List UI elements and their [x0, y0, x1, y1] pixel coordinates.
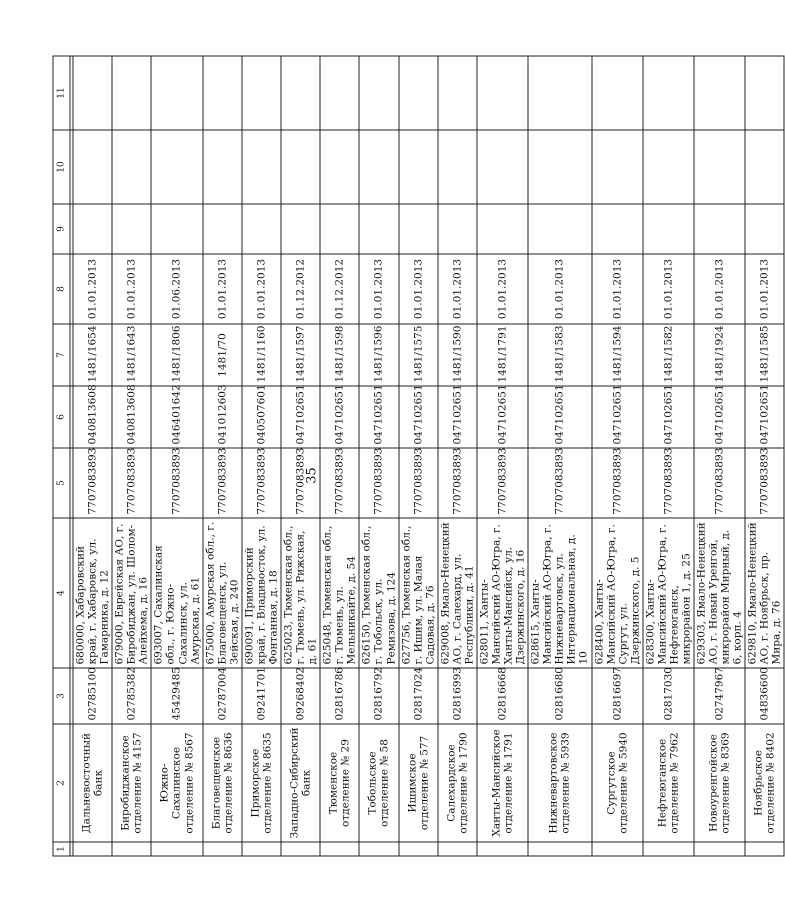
cell-col-1: [281, 842, 320, 856]
cell-c5: 7707083893: [359, 448, 398, 518]
cell-col-1: [477, 842, 528, 856]
cell-c7: 1481/1590: [438, 324, 477, 386]
cell-c3: 09268402: [281, 668, 320, 724]
table-row: [643, 56, 694, 856]
cell-c5: 7707083893: [320, 448, 359, 518]
cell-col-10: [242, 130, 281, 204]
cell-c8: 01.01.2013: [643, 254, 694, 324]
cell-col-9: [359, 204, 398, 254]
cell-c2: Биробиджанское отделение № 4157: [112, 724, 151, 842]
cell-c3: 04836600: [745, 668, 784, 724]
cell-c4: 628400, Ханты-Мансийский АО-Югра, г. Сургут, ул. Дзержинского, д. 5: [592, 518, 643, 668]
col-header-11: 11: [53, 56, 70, 130]
cell-col-1: [112, 842, 151, 856]
cell-col-11: [151, 56, 202, 130]
cell-c6: 047102651: [359, 386, 398, 448]
cell-c6: 047102651: [528, 386, 591, 448]
cell-c4: 626150, Тюменская обл., г. Тобольск, ул. Ремизова, д. 124: [359, 518, 398, 668]
cell-col-9: [643, 204, 694, 254]
cell-c5: 7707083893: [694, 448, 745, 518]
cell-c2: Ханты-Мансийское отделение № 1791: [477, 724, 528, 842]
cell-col-9: [399, 204, 438, 254]
cell-c5: 7707083893: [281, 448, 320, 518]
cell-c3: 02816668: [477, 668, 528, 724]
cell-c4: 629810, Ямало-Ненецкий АО, г. Ноябрьск, пр. Мира, д. 76: [745, 518, 784, 668]
cell-col-11: [399, 56, 438, 130]
cell-col-9: [592, 204, 643, 254]
cell-c8: 01.01.2013: [477, 254, 528, 324]
cell-col-1: [359, 842, 398, 856]
cell-col-9: [438, 204, 477, 254]
cell-col-1: [745, 842, 784, 856]
cell-col-10: [745, 130, 784, 204]
cell-c8: 01.01.2013: [528, 254, 591, 324]
cell-c7: 1481/70: [203, 324, 242, 386]
cell-col-11: [242, 56, 281, 130]
cell-c7: 1481/1806: [151, 324, 202, 386]
cell-c3: 02816993: [438, 668, 477, 724]
cell-c5: 7707083893: [203, 448, 242, 518]
cell-col-11: [592, 56, 643, 130]
cell-col-10: [694, 130, 745, 204]
cell-col-10: [151, 130, 202, 204]
registry-table-wrapper: [53, 57, 783, 857]
cell-c5: 7707083893: [745, 448, 784, 518]
cell-col-11: [528, 56, 591, 130]
cell-c3: 02817030: [643, 668, 694, 724]
cell-c8: 01.01.2013: [745, 254, 784, 324]
cell-c6: 047102651: [281, 386, 320, 448]
table-row: [320, 56, 359, 856]
table-body: [70, 56, 784, 856]
cell-c8: 01.01.2013: [399, 254, 438, 324]
cell-c8: 01.01.2013: [242, 254, 281, 324]
table-row: [438, 56, 477, 856]
cell-c7: 1481/1585: [745, 324, 784, 386]
cell-col-10: [399, 130, 438, 204]
cell-c3: 02787004: [203, 668, 242, 724]
cell-col-11: [359, 56, 398, 130]
col-header-6: 6: [53, 386, 70, 448]
cell-c6: 046401642: [151, 386, 202, 448]
cell-c6: 040507601: [242, 386, 281, 448]
cell-c2: Новоуренгойское отделение № 8369: [694, 724, 745, 842]
cell-c2: Нефтеюганское отделение № 7962: [643, 724, 694, 842]
cell-c8: 01.01.2013: [73, 254, 112, 324]
cell-col-10: [73, 130, 112, 204]
cell-c6: 047102651: [399, 386, 438, 448]
cell-col-11: [203, 56, 242, 130]
cell-col-10: [203, 130, 242, 204]
cell-col-9: [281, 204, 320, 254]
cell-c6: 040813608: [112, 386, 151, 448]
cell-c8: 01.01.2013: [438, 254, 477, 324]
cell-col-11: [745, 56, 784, 130]
cell-c7: 1481/1598: [320, 324, 359, 386]
cell-col-1: [592, 842, 643, 856]
cell-c4: 628615, Ханты-Мансийский АО-Югра, г. Нижневартовск, ул. Интернациональная, д. 10: [528, 518, 591, 668]
col-header-5: 5: [53, 448, 70, 518]
col-header-4: 4: [53, 518, 70, 668]
col-header-2: 2: [53, 724, 70, 842]
cell-c6: 047102651: [694, 386, 745, 448]
cell-c7: 1481/1597: [281, 324, 320, 386]
cell-col-10: [320, 130, 359, 204]
cell-c3: 02785100: [73, 668, 112, 724]
col-header-10: 10: [53, 130, 70, 204]
cell-col-10: [359, 130, 398, 204]
cell-c5: 7707083893: [242, 448, 281, 518]
cell-col-1: [151, 842, 202, 856]
cell-col-11: [73, 56, 112, 130]
cell-c4: 625048, Тюменская обл., г. Тюмень, ул. Мельникайте, д. 54: [320, 518, 359, 668]
cell-c3: 45429485: [151, 668, 202, 724]
cell-col-11: [320, 56, 359, 130]
table-row: [242, 56, 281, 856]
cell-c5: 7707083893: [151, 448, 202, 518]
cell-col-11: [477, 56, 528, 130]
cell-c4: 675000, Амурская обл., г. Благовещенск, ул. Зейская, д. 240: [203, 518, 242, 668]
page-number: 35: [304, 467, 320, 484]
cell-c8: 01.01.2013: [694, 254, 745, 324]
cell-col-1: [203, 842, 242, 856]
cell-c4: 629303, Ямало-Ненецкий АО, г. Новый Уренгой, микрорайон Мирный, д. 6, корп. 4: [694, 518, 745, 668]
cell-col-9: [528, 204, 591, 254]
table-row: [112, 56, 151, 856]
cell-c7: 1481/1594: [592, 324, 643, 386]
cell-c4: 690091, Приморский край, г. Владивосток, ул. Фонтанная, д. 18: [242, 518, 281, 668]
cell-c2: Ноябрьское отделение № 8402: [745, 724, 784, 842]
table-row: [203, 56, 242, 856]
cell-c7: 1481/1791: [477, 324, 528, 386]
cell-c3: 02816697: [592, 668, 643, 724]
cell-c7: 1481/1160: [242, 324, 281, 386]
cell-c2: Южно-Сахалинское отделение № 8567: [151, 724, 202, 842]
cell-col-11: [438, 56, 477, 130]
cell-c6: 041012603: [203, 386, 242, 448]
cell-col-9: [242, 204, 281, 254]
col-header-8: 8: [53, 254, 70, 324]
cell-c3: 09241701: [242, 668, 281, 724]
cell-c6: 040813608: [73, 386, 112, 448]
cell-c4: 679000, Еврейская АО, г. Биробиджан, ул. Шолом-Алейхема, д. 16: [112, 518, 151, 668]
cell-c5: 7707083893: [528, 448, 591, 518]
cell-c7: 1481/1575: [399, 324, 438, 386]
cell-c2: Дальневосточный банк: [73, 724, 112, 842]
cell-col-9: [73, 204, 112, 254]
table-row: [528, 56, 591, 856]
cell-c5: 7707083893: [112, 448, 151, 518]
cell-col-11: [281, 56, 320, 130]
cell-c2: Тобольское отделение № 58: [359, 724, 398, 842]
cell-col-1: [73, 842, 112, 856]
cell-col-9: [203, 204, 242, 254]
cell-c5: 7707083893: [438, 448, 477, 518]
cell-c6: 047102651: [438, 386, 477, 448]
cell-col-10: [643, 130, 694, 204]
cell-col-9: [320, 204, 359, 254]
cell-c8: 01.01.2013: [359, 254, 398, 324]
cell-col-1: [528, 842, 591, 856]
cell-c8: 01.06.2013: [151, 254, 202, 324]
cell-col-10: [438, 130, 477, 204]
cell-c6: 047102651: [745, 386, 784, 448]
cell-c2: Благовещенское отделение № 8636: [203, 724, 242, 842]
cell-col-1: [320, 842, 359, 856]
cell-c4: 629008, Ямало-Ненецкий АО, г. Салехард, ул. Республики, д. 41: [438, 518, 477, 668]
cell-c8: 01.12.2012: [281, 254, 320, 324]
cell-c5: 7707083893: [643, 448, 694, 518]
cell-col-1: [242, 842, 281, 856]
cell-col-11: [694, 56, 745, 130]
cell-c3: 02816680: [528, 668, 591, 724]
cell-col-10: [281, 130, 320, 204]
cell-col-9: [112, 204, 151, 254]
table-row: [281, 56, 320, 856]
cell-c2: Сургутское отделение № 5940: [592, 724, 643, 842]
cell-c8: 01.12.2012: [320, 254, 359, 324]
col-header-1: 1: [53, 842, 70, 856]
cell-c4: 627756, Тюменская обл., г. Ишим, ул. Малая Садовая, д. 76: [399, 518, 438, 668]
cell-c2: Тюменское отделение № 29: [320, 724, 359, 842]
col-header-9: 9: [53, 204, 70, 254]
cell-c3: 02785382: [112, 668, 151, 724]
cell-col-1: [643, 842, 694, 856]
cell-c5: 7707083893: [477, 448, 528, 518]
cell-col-10: [528, 130, 591, 204]
cell-c4: 625023, Тюменская обл., г. Тюмень, ул. Рижская, д. 61: [281, 518, 320, 668]
cell-c7: 1481/1582: [643, 324, 694, 386]
column-number-row: [53, 56, 70, 856]
table-row: [694, 56, 745, 856]
cell-c3: 02816786: [320, 668, 359, 724]
cell-col-1: [694, 842, 745, 856]
cell-col-11: [643, 56, 694, 130]
cell-c6: 047102651: [320, 386, 359, 448]
cell-c2: Нижневартовское отделение № 5939: [528, 724, 591, 842]
cell-col-9: [477, 204, 528, 254]
cell-col-10: [477, 130, 528, 204]
cell-c4: 628300, Ханты-Мансийский АО-Югра, г. Нефтеюганск, микрорайон 1, д. 25: [643, 518, 694, 668]
cell-col-11: [112, 56, 151, 130]
cell-c6: 047102651: [643, 386, 694, 448]
cell-c5: 7707083893: [399, 448, 438, 518]
table-row: [359, 56, 398, 856]
cell-c7: 1481/1643: [112, 324, 151, 386]
cell-c3: 02816792: [359, 668, 398, 724]
cell-c6: 047102651: [592, 386, 643, 448]
cell-col-9: [694, 204, 745, 254]
cell-c7: 1481/1596: [359, 324, 398, 386]
table-row: [745, 56, 784, 856]
table-row: [151, 56, 202, 856]
table-row: [592, 56, 643, 856]
cell-c2: Западно-Сибирский банк: [281, 724, 320, 842]
table-row: [73, 56, 112, 856]
cell-c5: 7707083893: [73, 448, 112, 518]
cell-col-10: [112, 130, 151, 204]
registry-table: [53, 56, 785, 857]
cell-c8: 01.01.2013: [592, 254, 643, 324]
cell-c8: 01.01.2013: [112, 254, 151, 324]
cell-c2: Ишимское отделение № 577: [399, 724, 438, 842]
cell-c8: 01.01.2013: [203, 254, 242, 324]
col-header-7: 7: [53, 324, 70, 386]
cell-c3: 02747967: [694, 668, 745, 724]
cell-c3: 02817024: [399, 668, 438, 724]
table-row: [477, 56, 528, 856]
cell-c6: 047102651: [477, 386, 528, 448]
cell-col-9: [745, 204, 784, 254]
cell-c4: 680000, Хабаровский край, г. Хабаровск, ул. Гамарника, д. 12: [73, 518, 112, 668]
cell-c2: Салехардское отделение № 1790: [438, 724, 477, 842]
table-row: [399, 56, 438, 856]
cell-c4: 693007, Сахалинская обл., г. Южно-Сахалинск, ул. Амурская, д. 61: [151, 518, 202, 668]
cell-c2: Приморское отделение № 8635: [242, 724, 281, 842]
cell-col-1: [438, 842, 477, 856]
cell-c7: 1481/1924: [694, 324, 745, 386]
cell-col-1: [399, 842, 438, 856]
cell-col-9: [151, 204, 202, 254]
cell-col-10: [592, 130, 643, 204]
cell-c5: 7707083893: [592, 448, 643, 518]
col-header-3: 3: [53, 668, 70, 724]
cell-c7: 1481/1654: [73, 324, 112, 386]
cell-c7: 1481/1583: [528, 324, 591, 386]
cell-c4: 628011, Ханты-Мансийский АО-Югра, г. Ханты-Мансийск, ул. Дзержинского, д. 16: [477, 518, 528, 668]
